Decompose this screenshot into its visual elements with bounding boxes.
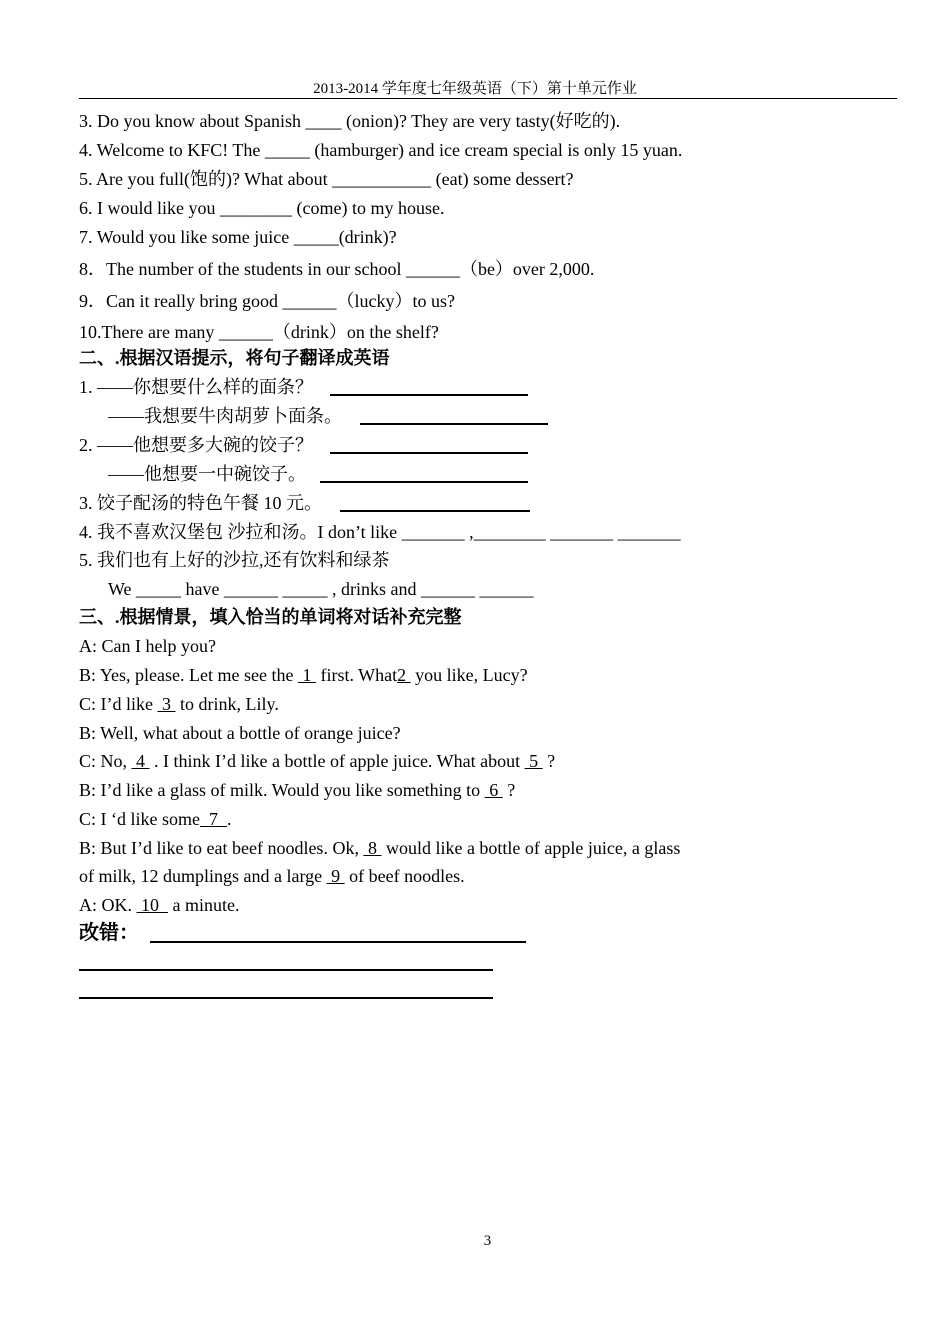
dialogue-line-1: A: Can I help you?: [79, 636, 216, 656]
question-4: 4. Welcome to KFC! The _____ (hamburger) and ice cream special is only 15 yuan.: [79, 140, 683, 160]
page-number: 3: [483, 1233, 492, 1249]
section-3-title: 三、.根据情景，填入恰当的单词将对话补充完整: [79, 607, 462, 627]
answer-line: [330, 394, 528, 396]
blank-2: 2: [397, 665, 411, 685]
correction-line: [79, 969, 493, 971]
dialogue-line-7: C: I ‘d like some 7 .: [79, 809, 232, 829]
dialogue-line-3: C: I’d like 3 to drink, Lily.: [79, 694, 279, 714]
translate-5: 5. 我们也有上好的沙拉,还有饮料和绿茶: [79, 550, 390, 570]
question-7: 7. Would you like some juice _____(drink)?: [79, 227, 397, 247]
correction-label: 改错：: [79, 922, 139, 944]
dialogue-line-9: of milk, 12 dumplings and a large 9 of beef noodles.: [79, 866, 465, 886]
question-5: 5. Are you full(饱的)? What about ___________ (eat) some dessert?: [79, 169, 574, 189]
page-header: 2013-2014 学年度七年级英语（下）第十单元作业: [313, 81, 637, 97]
translate-4: 4. 我不喜欢汉堡包 沙拉和汤。I don’t like _______ ,________ _______ _______: [79, 522, 681, 542]
header-rule: [79, 98, 897, 99]
dialogue-line-4: B: Well, what about a bottle of orange juice?: [79, 723, 401, 743]
blank-8: 8: [363, 838, 382, 858]
translate-1a: 1. ——你想要什么样的面条？: [79, 377, 313, 397]
question-6: 6. I would like you ________ (come) to my house.: [79, 198, 445, 218]
blank-7: 7: [199, 809, 227, 829]
translate-2b: ——他想要一中碗饺子。: [108, 464, 306, 484]
blank-1: 1: [297, 665, 316, 685]
translate-1b: ——我想要牛肉胡萝卜面条。: [108, 406, 342, 426]
translate-2a: 2. ——他想要多大碗的饺子？: [79, 435, 313, 455]
dialogue-line-6: B: I’d like a glass of milk. Would you like something to 6 ?: [79, 780, 516, 800]
dialogue-line-10: A: OK. 10 a minute.: [79, 895, 240, 915]
blank-5: 5: [524, 751, 543, 771]
question-10: 10.There are many ______（drink）on the shelf?: [79, 322, 439, 342]
answer-line: [360, 423, 548, 425]
translate-5-answer: We _____ have ______ _____ , drinks and ______ ______: [108, 579, 534, 599]
dialogue-line-5: C: No, 4 . I think I’d like a bottle of apple juice. What about 5 ?: [79, 751, 556, 771]
blank-3: 3: [157, 694, 176, 714]
dialogue-line-2: B: Yes, please. Let me see the 1 first. What2 you like, Lucy?: [79, 665, 528, 685]
blank-4: 4: [131, 751, 150, 771]
correction-line: [150, 941, 526, 943]
blank-9: 9: [326, 866, 345, 886]
section-2-title: 二、.根据汉语提示，将句子翻译成英语: [79, 348, 390, 368]
correction-line: [79, 997, 493, 999]
answer-line: [320, 481, 528, 483]
answer-line: [340, 510, 530, 512]
question-3: 3. Do you know about Spanish ____ (onion)? They are very tasty(好吃的).: [79, 111, 621, 131]
translate-3: 3. 饺子配汤的特色午餐 10 元。: [79, 493, 322, 513]
answer-line: [330, 452, 528, 454]
blank-6: 6: [484, 780, 503, 800]
blank-10: 10: [136, 895, 168, 915]
question-8: 8．The number of the students in our school ______（be）over 2,000.: [79, 259, 595, 279]
dialogue-line-8: B: But I’d like to eat beef noodles. Ok, 8 would like a bottle of apple juice, a glass: [79, 838, 681, 858]
question-9: 9．Can it really bring good ______（lucky）to us?: [79, 291, 455, 311]
